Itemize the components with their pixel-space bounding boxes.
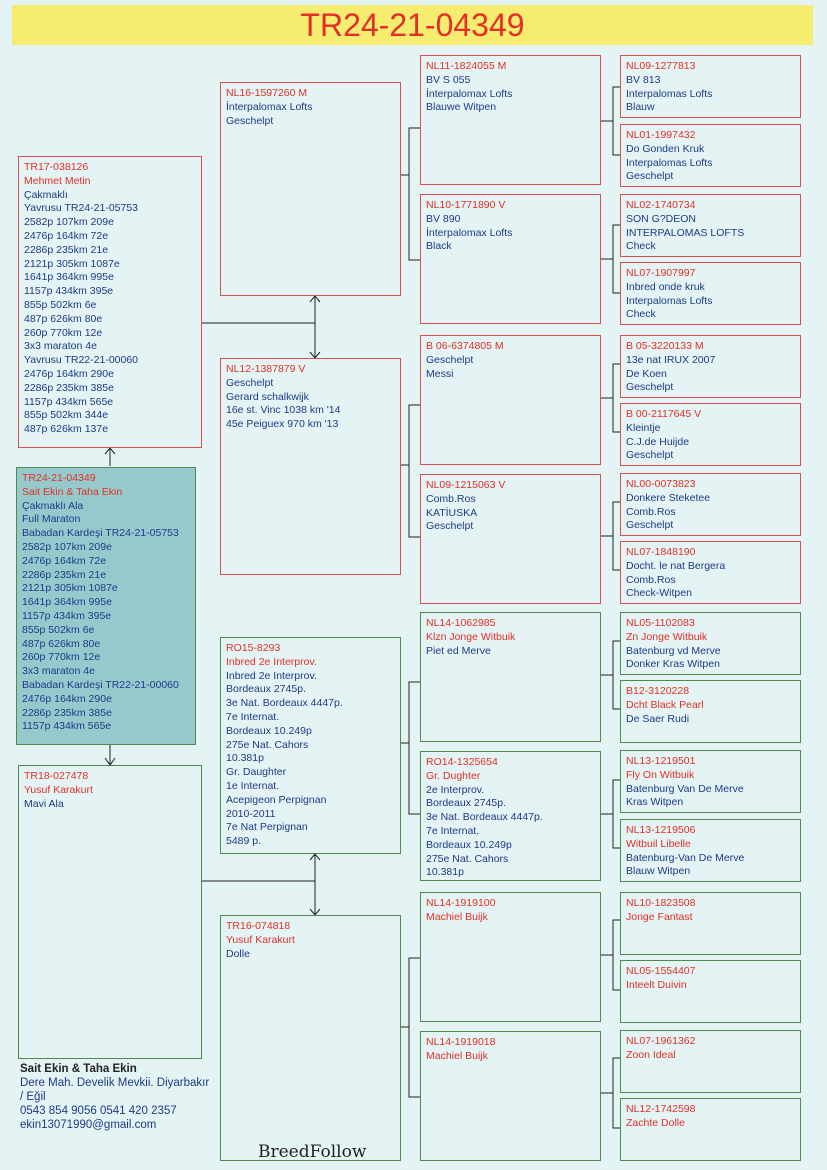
- pedigree-line: 1157p 434km 565e: [22, 720, 112, 733]
- owner-name: Sait Ekin & Taha Ekin: [20, 1063, 137, 1075]
- dam-card[interactable]: [18, 765, 202, 1059]
- pedigree-line: 2e Interprov.: [426, 783, 485, 796]
- pedigree-line: Yusuf Karakurt: [24, 783, 93, 796]
- pedigree-line: Gr. Daughter: [226, 766, 287, 779]
- pedigree-line: Mehmet Metin: [24, 174, 91, 187]
- pedigree-line: Blauw Witpen: [626, 865, 691, 878]
- pedigree-line: Bordeaux 10.249p: [226, 724, 312, 737]
- pedigree-line: 855p 502km 6e: [24, 298, 97, 311]
- pedigree-line: Batenburg-Van De Merve: [626, 851, 745, 864]
- pedigree-line: 3e Nat. Bordeaux 4447p.: [226, 697, 343, 710]
- pedigree-line: İnterpalomax Lofts: [426, 226, 513, 239]
- pedigree-line: 487p 626km 137e: [24, 423, 109, 436]
- owner-phone: 0543 854 9056 0541 420 2357: [20, 1105, 177, 1117]
- pedigree-line: Geschelpt: [626, 381, 674, 394]
- pedigree-line: Sait Ekin & Taha Ekin: [22, 485, 123, 498]
- pedigree-line: Witbuil Libelle: [626, 837, 691, 850]
- ring-number: NL14-1062985: [426, 617, 496, 629]
- pedigree-line: Zachte Dolle: [626, 1116, 685, 1129]
- pedigree-line: Fly On Witbuik: [626, 768, 695, 781]
- pedigree-line: Çakmaklı: [24, 188, 68, 201]
- gen4-card-11[interactable]: [620, 750, 801, 813]
- ring-number: NL02-1740734: [626, 199, 696, 211]
- pedigree-line: Dolle: [226, 947, 250, 960]
- pedigree-line: BV 813: [626, 73, 661, 86]
- ring-number: NL10-1771890 V: [426, 199, 506, 211]
- pedigree-line: 3x3 maraton 4e: [22, 665, 95, 678]
- pedigree-line: Geschelpt: [226, 376, 274, 389]
- pedigree-line: Geschelpt: [426, 520, 474, 533]
- pedigree-line: Zoon Ideal: [626, 1048, 676, 1061]
- pedigree-line: Docht. le nat Bergera: [626, 559, 726, 572]
- sire-dam-card[interactable]: [220, 358, 401, 575]
- pedigree-line: 1157p 434km 565e: [24, 395, 114, 408]
- pedigree-line: Dcht Black Pearl: [626, 698, 704, 711]
- ring-number: NL14-1919018: [426, 1036, 496, 1048]
- pedigree-line: Inbred 2e Interprov.: [226, 669, 317, 682]
- pedigree-line: Acepigeon Perpignan: [226, 793, 327, 806]
- pedigree-line: Check: [626, 240, 656, 253]
- pedigree-line: Geschelpt: [226, 114, 274, 127]
- pedigree-line: BV S 055: [426, 73, 471, 86]
- ring-number: NL07-1961362: [626, 1035, 696, 1047]
- gen4-card-3[interactable]: [620, 194, 801, 257]
- gen3-card-8[interactable]: [420, 1031, 601, 1161]
- pedigree-line: 10.381p: [226, 752, 264, 765]
- pedigree-line: Inbred 2e Interprov.: [226, 655, 317, 668]
- pedigree-line: 16e st. Vinc 1038 km '14: [226, 404, 341, 417]
- ring-number: NL09-1215063 V: [426, 479, 506, 491]
- ring-number: NL09-1277813: [626, 60, 696, 72]
- gen3-card-4[interactable]: [420, 474, 601, 604]
- pedigree-line: 487p 626km 80e: [22, 637, 101, 650]
- pedigree-line: 275e Nat. Cahors: [226, 738, 309, 751]
- pedigree-line: 7e Internat.: [226, 710, 280, 723]
- ring-number: NL12-1387879 V: [226, 363, 306, 375]
- gen3-card-3[interactable]: [420, 335, 601, 465]
- pedigree-line: Comb.Ros: [626, 573, 676, 586]
- owner-contact: [20, 1062, 225, 1132]
- dam-sire-card[interactable]: [220, 637, 401, 854]
- ring-number: NL12-1742598: [626, 1103, 696, 1115]
- gen4-card-2[interactable]: [620, 124, 801, 187]
- pedigree-line: 260p 770km 12e: [24, 326, 103, 339]
- ring-number: NL13-1219506: [626, 824, 696, 836]
- pedigree-line: Zn Jonge Witbuik: [626, 630, 708, 643]
- gen3-card-7[interactable]: [420, 892, 601, 1022]
- gen4-card-9[interactable]: [620, 612, 801, 675]
- pedigree-line: 3e Nat. Bordeaux 4447p.: [426, 811, 543, 824]
- ring-number: B12-3120228: [626, 685, 690, 697]
- pedigree-line: BV 890: [426, 212, 461, 225]
- gen3-card-1[interactable]: [420, 55, 601, 185]
- pedigree-line: INTERPALOMAS LOFTS: [626, 226, 745, 239]
- gen4-card-16[interactable]: [620, 1098, 801, 1161]
- pedigree-line: 275e Nat. Cahors: [426, 852, 509, 865]
- pedigree-line: 1157p 434km 395e: [24, 285, 114, 298]
- sire-sire-card[interactable]: [220, 82, 401, 296]
- pedigree-line: 2476p 164km 290e: [24, 367, 114, 380]
- pedigree-line: Geschelpt: [426, 353, 474, 366]
- ring-number: TR24-21-04349: [22, 472, 96, 484]
- ring-number: NL07-1907997: [626, 267, 696, 279]
- pedigree-line: Check: [626, 308, 656, 321]
- pedigree-line: 260p 770km 12e: [22, 651, 101, 664]
- pedigree-line: 2476p 164km 72e: [24, 229, 109, 242]
- pedigree-line: 2476p 164km 290e: [22, 692, 112, 705]
- pedigree-line: SON G?DEON: [626, 212, 697, 225]
- pedigree-line: Yavrusu TR24-21-05753: [24, 202, 139, 215]
- gen3-card-6[interactable]: [420, 751, 601, 881]
- pedigree-line: Geschelpt: [626, 449, 674, 462]
- pedigree-line: Geschelpt: [626, 170, 674, 183]
- pedigree-line: Gerard schalkwijk: [226, 390, 309, 403]
- ring-number: NL05-1554407: [626, 965, 696, 977]
- pedigree-line: 2582p 107km 209e: [24, 216, 114, 229]
- pedigree-line: KATİUSKA: [426, 506, 478, 519]
- owner-address: Dere Mah. Develik Mevkii. Diyarbakır: [20, 1077, 210, 1089]
- ring-number: B 06-6374805 M: [426, 340, 504, 352]
- gen4-card-14[interactable]: [620, 960, 801, 1023]
- pedigree-line: 7e Nat Perpignan: [226, 821, 308, 834]
- gen4-card-13[interactable]: [620, 892, 801, 955]
- gen3-card-5[interactable]: [420, 612, 601, 742]
- pedigree-line: 7e Internat.: [426, 824, 480, 837]
- pedigree-line: Inteelt Duivin: [626, 978, 687, 991]
- pedigree-line: Geschelpt: [626, 519, 674, 532]
- pedigree-line: 10.381p: [426, 866, 464, 879]
- pedigree-line: Yusuf Karakurt: [226, 933, 295, 946]
- pedigree-line: 3x3 maraton 4e: [24, 340, 97, 353]
- pedigree-line: 2286p 235km 21e: [24, 243, 109, 256]
- ring-number: TR18-027478: [24, 770, 89, 782]
- ring-number: NL05-1102083: [626, 617, 695, 629]
- ring-number: RO14-1325654: [426, 756, 498, 768]
- pedigree-line: 1e Internat.: [226, 779, 280, 792]
- pedigree-line: 2582p 107km 209e: [22, 540, 112, 553]
- pedigree-line: Gr. Dughter: [426, 769, 481, 782]
- pedigree-line: Comb.Ros: [626, 505, 676, 518]
- ring-number: B 00-2117645 V: [626, 408, 702, 420]
- pedigree-line: Donker Kras Witpen: [626, 658, 720, 671]
- pedigree-line: Babadan Kardeşi TR22-21-00060: [22, 678, 179, 691]
- pedigree-line: 855p 502km 344e: [24, 409, 109, 422]
- pedigree-line: Interpalomas Lofts: [626, 294, 713, 307]
- pedigree-line: 2286p 235km 385e: [22, 706, 112, 719]
- pedigree-line: 2010-2011: [226, 807, 276, 820]
- pedigree-line: Comb.Ros: [426, 492, 476, 505]
- gen4-card-15[interactable]: [620, 1030, 801, 1093]
- pedigree-line: Interpalomas Lofts: [626, 156, 713, 169]
- subject-pigeon-card[interactable]: [16, 467, 196, 745]
- pedigree-line: Mavi Ala: [24, 797, 64, 810]
- gen4-card-5[interactable]: [620, 335, 801, 398]
- pedigree-line: Bordeaux 2745p.: [226, 683, 306, 696]
- pedigree-line: De Koen: [626, 367, 667, 380]
- dam-dam-card[interactable]: [220, 915, 401, 1161]
- brand-logo-text: BreedFollow: [258, 1142, 367, 1162]
- pedigree-line: Jonge Fantast: [626, 910, 693, 923]
- pedigree-line: 2286p 235km 385e: [24, 381, 114, 394]
- pedigree-line: 855p 502km 6e: [22, 623, 95, 636]
- pedigree-line: Bordeaux 10.249p: [426, 838, 512, 851]
- ring-number: TR17-038126: [24, 161, 89, 173]
- gen4-card-7[interactable]: [620, 473, 801, 536]
- pedigree-line: 1157p 434km 395e: [22, 609, 112, 622]
- pedigree-line: Batenburg Van De Merve: [626, 782, 744, 795]
- pedigree-title: TR24-21-04349: [12, 5, 813, 45]
- pedigree-line: Messi: [426, 367, 454, 380]
- ring-number: NL10-1823508: [626, 897, 696, 909]
- pedigree-line: 5489 p.: [226, 835, 262, 848]
- pedigree-line: Check-Witpen: [626, 587, 692, 600]
- sire-card[interactable]: [18, 156, 202, 448]
- pedigree-line: Donkere Steketee: [626, 491, 711, 504]
- ring-number: NL16-1597260 M: [226, 87, 308, 99]
- pedigree-line: 2121p 305km 1087e: [22, 582, 118, 595]
- pedigree-line: 45e Peiguex 970 km '13: [226, 418, 339, 431]
- ring-number: NL00-0073823: [626, 478, 696, 490]
- pedigree-line: Blauw: [626, 101, 655, 114]
- pedigree-line: İnterpalomax Lofts: [226, 100, 313, 113]
- ring-number: NL13-1219501: [626, 755, 696, 767]
- pedigree-line: Machiel Buijk: [426, 1049, 488, 1062]
- pedigree-line: 1641p 364km 995e: [24, 271, 114, 284]
- pedigree-line: Klzn Jonge Witbuik: [426, 630, 516, 643]
- pedigree-line: De Saer Rudi: [626, 712, 690, 725]
- owner-email: ekin13071990@gmail.com: [20, 1119, 157, 1131]
- owner-address-2: / Eğil: [20, 1091, 46, 1103]
- pedigree-line: Full Maraton: [22, 513, 81, 526]
- gen4-card-8[interactable]: [620, 541, 801, 604]
- ring-number: B 05-3220133 M: [626, 340, 704, 352]
- pedigree-line: 2286p 235km 21e: [22, 568, 107, 581]
- ring-number: RO15-8293: [226, 642, 281, 654]
- ring-number: NL07-1848190: [626, 546, 696, 558]
- pedigree-line: Inbred onde kruk: [626, 280, 705, 293]
- ring-number: NL14-1919100: [426, 897, 496, 909]
- pedigree-line: Black: [426, 240, 452, 253]
- pedigree-line: Çakmaklı Ala: [22, 499, 84, 512]
- pedigree-line: Blauwe Witpen: [426, 101, 497, 114]
- pedigree-line: 487p 626km 80e: [24, 312, 103, 325]
- pedigree-line: Babadan Kardeşi TR24-21-05753: [22, 527, 179, 540]
- pedigree-line: C.J.de Huijde: [626, 435, 690, 448]
- pedigree-line: 2121p 305km 1087e: [24, 257, 120, 270]
- pedigree-line: 13e nat IRUX 2007: [626, 353, 716, 366]
- pedigree-line: Batenburg vd Merve: [626, 644, 721, 657]
- gen4-card-10[interactable]: [620, 680, 801, 743]
- pedigree-line: Kras Witpen: [626, 796, 684, 809]
- ring-number: TR16-074818: [226, 920, 291, 932]
- gen4-card-12[interactable]: [620, 819, 801, 882]
- pedigree-line: Piet ed Merve: [426, 644, 491, 657]
- pedigree-line: 1641p 364km 995e: [22, 596, 112, 609]
- gen4-card-1[interactable]: [620, 55, 801, 118]
- pedigree-line: Kleintje: [626, 421, 661, 434]
- pedigree-line: Bordeaux 2745p.: [426, 797, 506, 810]
- gen3-card-2[interactable]: [420, 194, 601, 324]
- pedigree-line: Do Gonden Kruk: [626, 142, 705, 155]
- ring-number: NL01-1997432: [626, 129, 696, 141]
- gen4-card-6[interactable]: [620, 403, 801, 466]
- ring-number: NL11-1824055 M: [426, 60, 507, 72]
- pedigree-line: Yavrusu TR22-21-00060: [24, 354, 139, 367]
- pedigree-line: İnterpalomax Lofts: [426, 87, 513, 100]
- gen4-card-4[interactable]: [620, 262, 801, 325]
- pedigree-line: Machiel Buijk: [426, 910, 488, 923]
- pedigree-line: Interpalomas Lofts: [626, 87, 713, 100]
- pedigree-line: 2476p 164km 72e: [22, 554, 107, 567]
